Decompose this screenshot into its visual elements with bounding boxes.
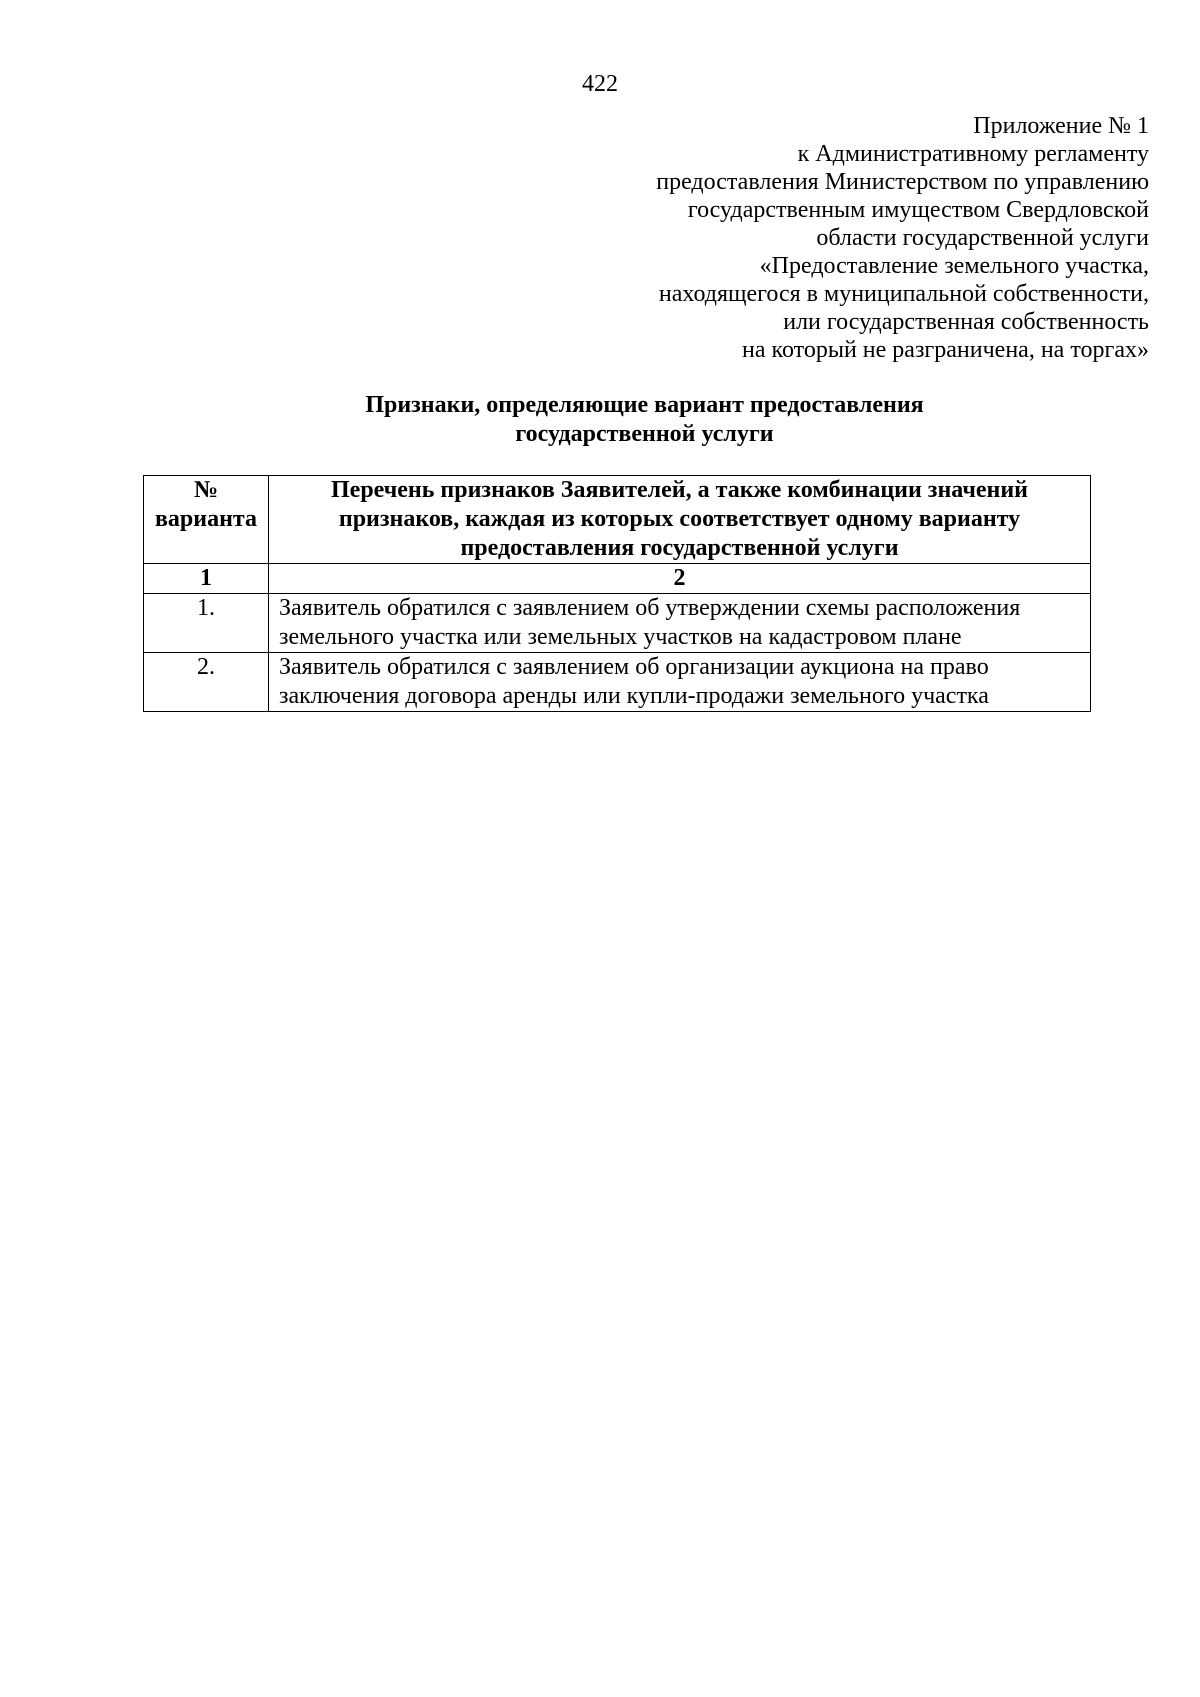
header-variant-number bbox=[144, 476, 269, 564]
row-variant-number: 1. bbox=[144, 594, 269, 653]
row-criteria-line-2: земельного участка или земельных участков на кадастровом плане bbox=[279, 624, 962, 650]
table-header-row bbox=[144, 476, 1091, 564]
page-number: 422 bbox=[582, 71, 618, 97]
document-title-line-2: государственной услуги bbox=[515, 421, 774, 447]
appendix-line: области государственной услуги bbox=[816, 225, 1149, 251]
row-variant-number: 2. bbox=[144, 653, 269, 712]
appendix-header bbox=[509, 112, 1149, 364]
header-criteria-line-2: признаков, каждая из которых соответствует одному варианту bbox=[338, 506, 1021, 532]
column-index-row bbox=[144, 564, 1091, 594]
row-criteria-line-1: Заявитель обратился с заявлением об организации аукциона на право bbox=[279, 654, 989, 680]
document-title-line-1: Признаки, определяющие вариант предоставления bbox=[365, 392, 924, 418]
appendix-line: предоставления Министерством по управлению bbox=[656, 169, 1149, 195]
appendix-line: к Административному регламенту bbox=[797, 141, 1149, 167]
column-index-2: 2 bbox=[269, 564, 1091, 594]
header-criteria-list bbox=[269, 476, 1091, 564]
appendix-line: или государственная собственность bbox=[783, 309, 1149, 335]
table-row bbox=[144, 594, 1091, 653]
header-variant-number-line-2: варианта bbox=[154, 506, 258, 532]
criteria-table bbox=[143, 475, 1091, 712]
appendix-line: на который не разграничена, на торгах» bbox=[742, 337, 1149, 363]
row-criteria-line-2: заключения договора аренды или купли-продажи земельного участка bbox=[279, 683, 989, 709]
appendix-line: Приложение № 1 bbox=[973, 113, 1149, 139]
row-criteria-text bbox=[269, 653, 1091, 712]
header-criteria-line-1: Перечень признаков Заявителей, а также комбинации значений bbox=[331, 477, 1028, 503]
table-row bbox=[144, 653, 1091, 712]
appendix-line: «Предоставление земельного участка, bbox=[759, 253, 1149, 279]
document-title bbox=[0, 391, 1200, 449]
row-criteria-line-1: Заявитель обратился с заявлением об утверждении схемы расположения bbox=[279, 595, 1021, 621]
row-criteria-text bbox=[269, 594, 1091, 653]
header-criteria-line-3: предоставления государственной услуги bbox=[460, 535, 899, 561]
appendix-line: находящегося в муниципальной собственности, bbox=[658, 281, 1149, 307]
appendix-line: государственным имуществом Свердловской bbox=[687, 197, 1149, 223]
header-variant-number-line-1: № bbox=[193, 477, 219, 503]
column-index-1: 1 bbox=[144, 564, 269, 594]
